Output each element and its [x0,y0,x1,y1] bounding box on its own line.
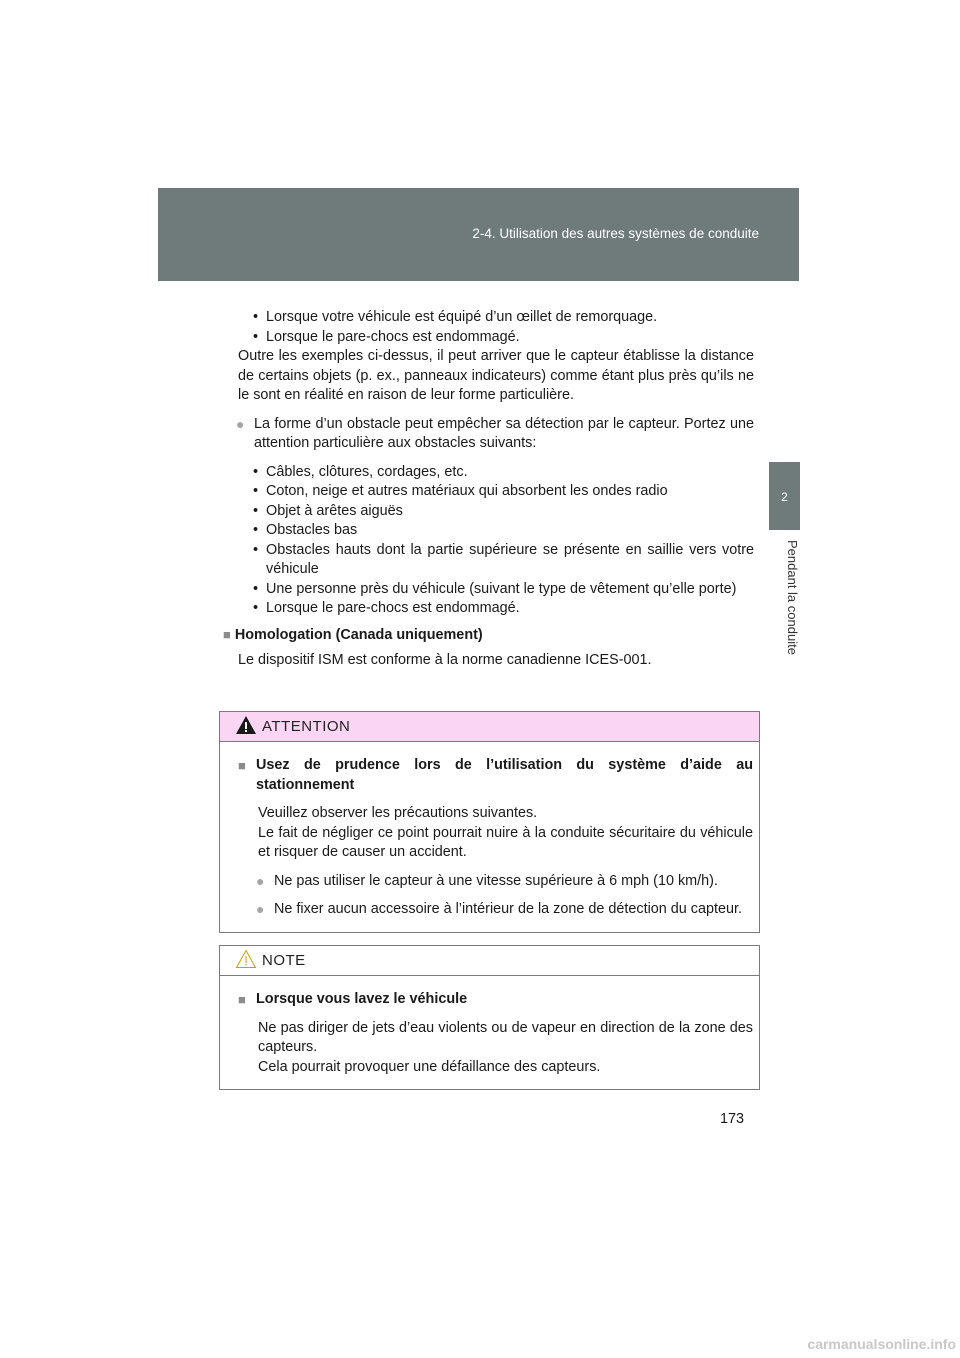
dot-list-item [238,415,754,454]
attention-heading [240,756,753,795]
homologation-heading [223,625,754,646]
bullet-circle-icon: ● [256,901,265,917]
dot-item-text: Ne fixer aucun accessoire à l’intérieur de la zone de détection du capteur. [274,901,742,917]
list-item: • Lorsque le pare-chocs est endommagé. [238,328,754,348]
dot-list-item [258,872,753,892]
chapter-tab [769,462,800,530]
paragraph: Le fait de négliger ce point pourrait nuire à la conduite sécuritaire du véhicule et risquer de causer un accident. [258,824,753,860]
list-item: • Lorsque le pare-chocs est endommagé. [238,599,754,619]
attention-header [220,712,759,742]
note-header [220,946,759,976]
heading-text: Usez de prudence lors de l’utilisation du système d’aide au stationnement [256,757,753,793]
bullet-circle-icon: ● [256,872,265,889]
list-item: • Lorsque votre véhicule est équipé d’un œillet de remorquage. [238,308,754,328]
dot-item-text: La forme d’un obstacle peut empêcher sa détection par le capteur. Portez une attention particulière aux obstacles suivants: [254,415,754,451]
list-item: • Obstacles bas [238,521,754,541]
square-bullet-icon: ■ [238,992,246,1007]
paragraph: Cela pourrait provoquer une défaillance des capteurs. [258,1058,601,1075]
section-title: 2-4. Utilisation des autres systèmes de conduite [472,226,759,241]
list-item: • Coton, neige et autres matériaux qui absorbent les ondes radio [238,482,754,502]
square-bullet-icon: ■ [223,626,231,642]
note-heading [240,990,753,1010]
paragraph: Outre les exemples ci-dessus, il peut arriver que le capteur établisse la distance de certains objets (p. ex., panneaux indicateurs) comme étant plus près qu’ils ne le sont en réalité en raison de leur forme particulière. [238,348,754,403]
page-number: 173 [720,1111,745,1127]
warning-triangle-icon [235,715,257,735]
chapter-label: Pendant la conduite [785,540,800,655]
chapter-number: 2 [781,490,788,504]
note-box [219,945,760,1090]
list-item: • Objet à arêtes aiguës [238,502,754,522]
list-item: • Une personne près du véhicule (suivant le type de vêtement qu’elle porte) [238,580,754,600]
list-item: • Obstacles hauts dont la partie supérieure se présente en saillie vers votre véhicule [238,541,754,580]
footer-watermark: carmanualsonline.info [807,1336,956,1352]
caution-outline-icon [235,949,257,969]
paragraph: Veuillez observer les précautions suivantes. [258,805,538,821]
heading-text: Lorsque vous lavez le véhicule [256,991,468,1007]
note-label: NOTE [262,952,306,969]
paragraph: Ne pas diriger de jets d’eau violents ou de vapeur en direction de la zone des capteurs. [258,1019,753,1055]
main-content [223,308,754,671]
attention-label: ATTENTION [262,718,351,735]
dot-item-text: Ne pas utiliser le capteur à une vitesse supérieure à 6 mph (10 km/h). [274,872,718,889]
dot-list-item [258,900,753,920]
paragraph: Le dispositif ISM est conforme à la norme canadienne ICES-001. [238,652,652,668]
attention-body [220,742,759,932]
attention-box [219,711,760,933]
square-bullet-icon: ■ [238,758,246,773]
note-body [220,976,759,1089]
bullet-circle-icon: ● [236,415,245,432]
list-item: • Câbles, clôtures, cordages, etc. [238,463,754,483]
heading-text: Homologation (Canada uniquement) [234,626,483,643]
section-header-band [158,188,799,281]
